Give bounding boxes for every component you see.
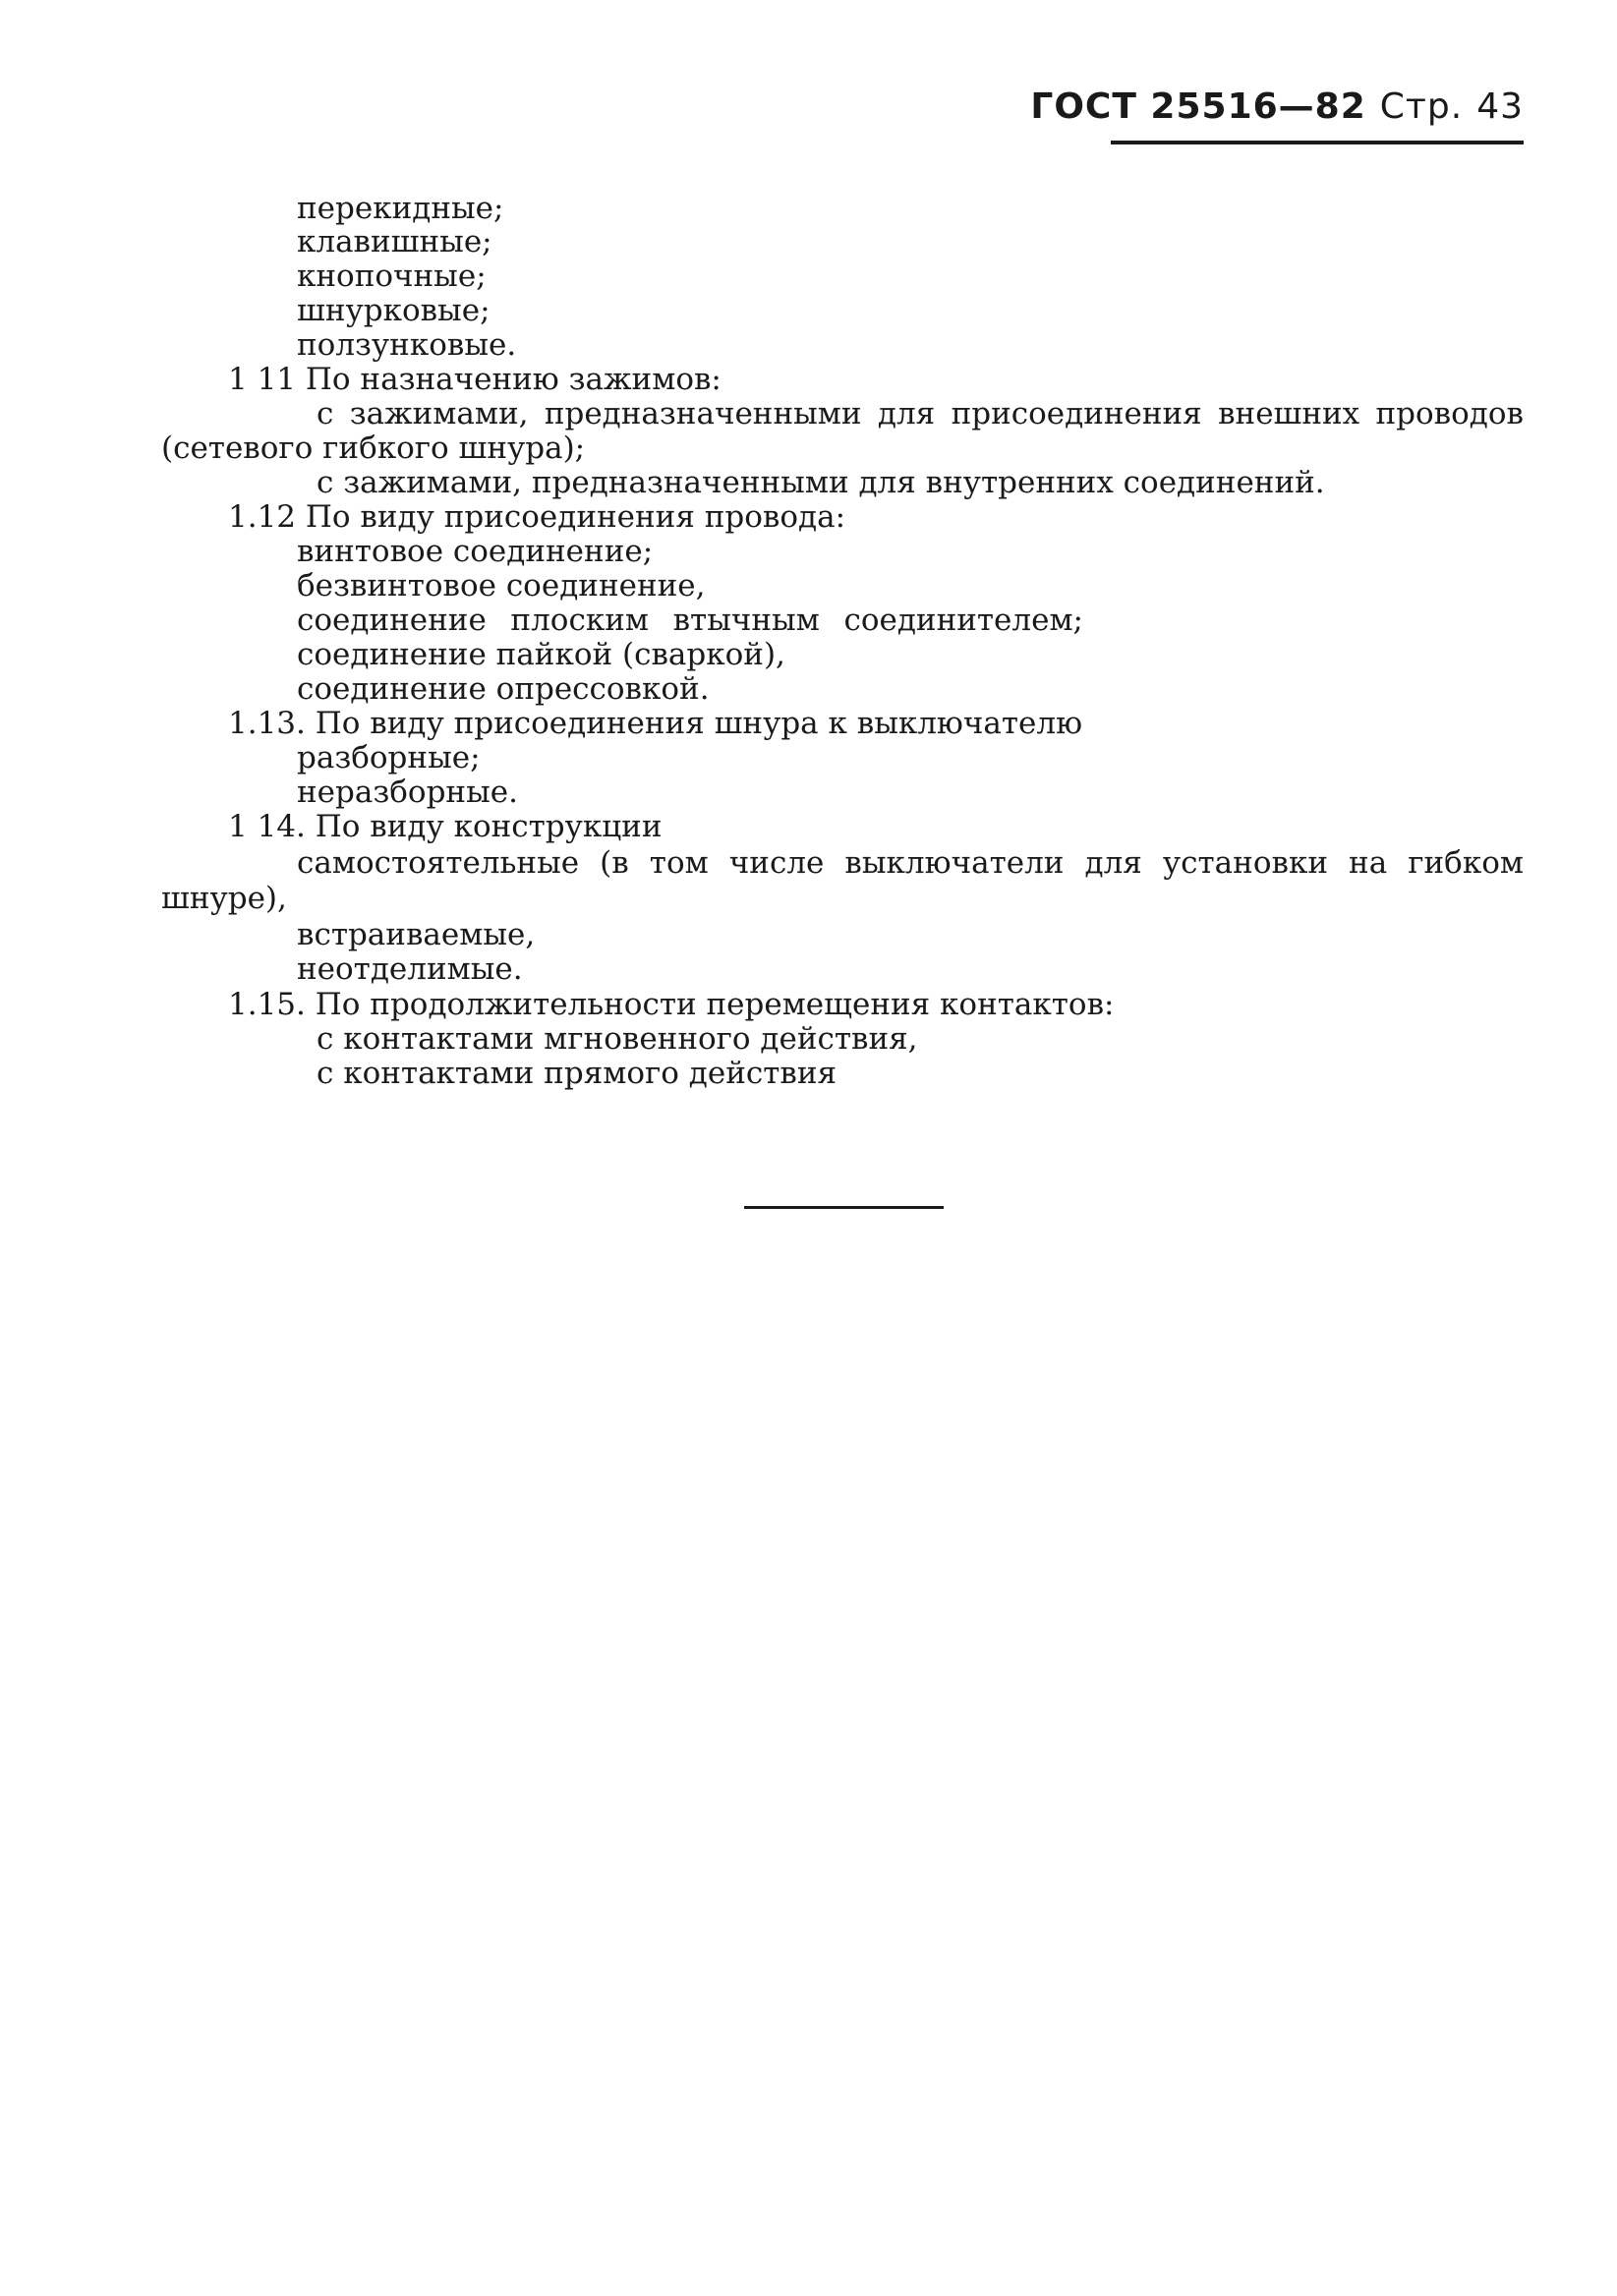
list-item: встраиваемые, [297, 917, 536, 952]
list-item-continuation: шнуре), [161, 881, 287, 916]
list-item: безвинтовое соединение, [297, 568, 706, 603]
header-rule [1111, 141, 1524, 144]
list-item: неотделимые. [297, 951, 523, 987]
list-item: соединение плоским втычным соединителем; [297, 603, 1083, 638]
section-heading: 1.15. По продолжительности перемещения контактов: [228, 987, 1115, 1022]
list-item: перекидные; [297, 191, 504, 226]
page-header [1030, 86, 1524, 145]
list-item: соединение пайкой (сваркой), [297, 637, 785, 672]
list-item: винтовое соединение; [297, 534, 654, 569]
section-heading: 1.12 По виду присоединения провода: [228, 499, 846, 535]
list-item-continuation: (сетевого гибкого шнура); [161, 430, 586, 466]
section-heading: 1 14. По виду конструкции [228, 809, 663, 844]
list-item: самостоятельные (в том числе выключатели для установки на гибком [297, 845, 1524, 881]
list-item: ползунковые. [297, 327, 517, 363]
list-item: с зажимами, предназначенными для внутренних соединений. [317, 465, 1325, 500]
end-rule [744, 1206, 944, 1209]
list-item: с контактами мгновенного действия, [317, 1021, 918, 1057]
list-item: неразборные. [297, 775, 518, 810]
header-text [1030, 86, 1524, 127]
section-heading: 1.13. По виду присоединения шнура к выключателю [228, 706, 1083, 741]
list-item: разборные; [297, 740, 481, 775]
standard-number: ГОСТ 25516—82 [1030, 86, 1366, 127]
list-item: шнурковые; [297, 293, 491, 328]
page-label: Стр. [1379, 86, 1464, 127]
page-number: 43 [1476, 86, 1524, 127]
list-item: клавишные; [297, 224, 492, 259]
section-heading: 1 11 По назначению зажимов: [228, 362, 722, 397]
list-item: с зажимами, предназначенными для присоединения внешних проводов [317, 396, 1524, 431]
list-item: соединение опрессовкой. [297, 671, 710, 707]
list-item: кнопочные; [297, 258, 487, 294]
list-item: с контактами прямого действия [317, 1056, 837, 1091]
